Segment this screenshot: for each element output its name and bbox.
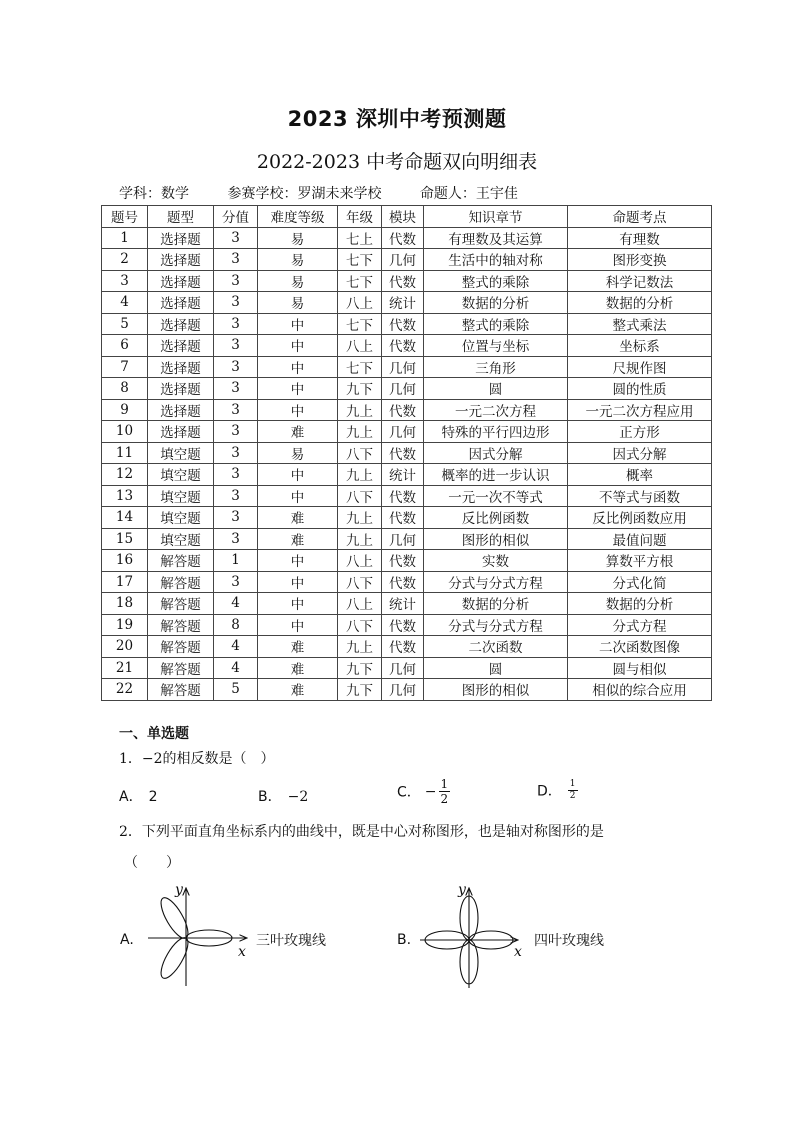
table-cell: 九上	[338, 507, 382, 529]
table-cell: 位置与坐标	[424, 335, 568, 357]
table-cell: 18	[102, 593, 148, 615]
table-cell: 整式的乘除	[424, 313, 568, 335]
info-line	[119, 183, 552, 203]
table-cell: 分式与分式方程	[424, 614, 568, 636]
table-row	[102, 313, 712, 335]
table-cell: 科学记数法	[568, 270, 712, 292]
option-b	[258, 786, 308, 806]
table-cell: 21	[102, 657, 148, 679]
table-row	[102, 679, 712, 701]
table-cell: 七下	[338, 270, 382, 292]
table-cell: 反比例函数应用	[568, 507, 712, 529]
table-cell: 解答题	[148, 657, 214, 679]
page-title: 2023 深圳中考预测题	[287, 107, 507, 131]
author-label: 命题人：王宇佳	[419, 186, 518, 202]
table-cell: 易	[258, 227, 338, 249]
option-a-figure-label: A.	[120, 932, 134, 948]
table-cell: 一元一次不等式	[424, 485, 568, 507]
table-cell: 选择题	[148, 227, 214, 249]
option-b-figure	[397, 882, 650, 999]
table-cell: 难	[258, 657, 338, 679]
table-cell: 6	[102, 335, 148, 357]
table-cell: 选择题	[148, 399, 214, 421]
table-cell: 九下	[338, 657, 382, 679]
table-cell: 统计	[382, 464, 424, 486]
table-cell: 有理数及其运算	[424, 227, 568, 249]
table-cell: 七下	[338, 249, 382, 271]
table-cell: 三角形	[424, 356, 568, 378]
table-cell: 几何	[382, 657, 424, 679]
table-cell: 难	[258, 507, 338, 529]
table-cell: 反比例函数	[424, 507, 568, 529]
table-cell: 难	[258, 528, 338, 550]
y-axis-label: y	[175, 882, 183, 898]
school-label: 参赛学校：罗湖未来学校	[227, 186, 382, 202]
table-cell: 3	[214, 442, 258, 464]
table-cell: 整式的乘除	[424, 270, 568, 292]
table-cell: 中	[258, 571, 338, 593]
column-header: 题号	[102, 206, 148, 228]
table-cell: 8	[214, 614, 258, 636]
table-cell: 图形变换	[568, 249, 712, 271]
table-cell: 解答题	[148, 593, 214, 615]
option-a-caption: 三叶玫瑰线	[256, 933, 326, 949]
table-row	[102, 571, 712, 593]
table-cell: 代数	[382, 614, 424, 636]
option-b-caption: 四叶玫瑰线	[534, 933, 604, 949]
table-cell: 几何	[382, 679, 424, 701]
table-cell: 有理数	[568, 227, 712, 249]
question-2-paren: （ ）	[124, 855, 180, 871]
question-2: 2．下列平面直角坐标系内的曲线中，既是中心对称图形，也是轴对称图形的是	[119, 824, 604, 840]
table-cell: 解答题	[148, 636, 214, 658]
table-cell: 算数平方根	[568, 550, 712, 572]
table-cell: 15	[102, 528, 148, 550]
table-cell: 圆与相似	[568, 657, 712, 679]
table-cell: 数据的分析	[568, 292, 712, 314]
table-cell: 七下	[338, 313, 382, 335]
option-c-numerator: 1	[440, 777, 449, 791]
table-cell: 难	[258, 636, 338, 658]
page-subtitle: 2022-2023 中考命题双向明细表	[256, 151, 538, 173]
option-d-label: D．	[537, 783, 562, 800]
table-row	[102, 657, 712, 679]
table-cell: 统计	[382, 292, 424, 314]
table-cell: 易	[258, 249, 338, 271]
table-cell: 二次函数图像	[568, 636, 712, 658]
table-cell: 中	[258, 313, 338, 335]
table-cell: 代数	[382, 636, 424, 658]
table-cell: 16	[102, 550, 148, 572]
table-cell: 代数	[382, 485, 424, 507]
table-cell: 几何	[382, 421, 424, 443]
table-cell: 4	[214, 636, 258, 658]
table-cell: 3	[214, 571, 258, 593]
table-header-row	[102, 206, 712, 228]
table-cell: 3	[214, 464, 258, 486]
table-cell: 中	[258, 485, 338, 507]
table-cell: 9	[102, 399, 148, 421]
table-cell: 选择题	[148, 421, 214, 443]
table-cell: 八下	[338, 614, 382, 636]
table-cell: 九上	[338, 636, 382, 658]
section-title: 一、单选题	[119, 726, 189, 742]
table-cell: 填空题	[148, 507, 214, 529]
table-cell: 中	[258, 399, 338, 421]
table-cell: 圆	[424, 657, 568, 679]
table-cell: 数据的分析	[424, 593, 568, 615]
table-cell: 13	[102, 485, 148, 507]
table-cell: 解答题	[148, 614, 214, 636]
table-cell: 3	[214, 335, 258, 357]
table-row	[102, 464, 712, 486]
column-header: 模块	[382, 206, 424, 228]
option-d-numerator: 1	[569, 779, 576, 789]
table-cell: 3	[214, 356, 258, 378]
table-cell: 选择题	[148, 249, 214, 271]
table-cell: 5	[102, 313, 148, 335]
table-cell: 1	[102, 227, 148, 249]
table-row	[102, 614, 712, 636]
table-row	[102, 593, 712, 615]
table-row	[102, 442, 712, 464]
table-cell: 分式与分式方程	[424, 571, 568, 593]
table-cell: 不等式与函数	[568, 485, 712, 507]
table-cell: 填空题	[148, 528, 214, 550]
table-cell: 5	[214, 679, 258, 701]
table-cell: 代数	[382, 335, 424, 357]
table-cell: 因式分解	[424, 442, 568, 464]
table-cell: 七下	[338, 356, 382, 378]
table-cell: 八下	[338, 442, 382, 464]
table-cell: 图形的相似	[424, 679, 568, 701]
table-cell: 3	[214, 507, 258, 529]
question-1: 1．−2的相反数是（ ）	[119, 751, 275, 767]
table-cell: 代数	[382, 270, 424, 292]
table-cell: 九上	[338, 421, 382, 443]
table-cell: 尺规作图	[568, 356, 712, 378]
table-row	[102, 550, 712, 572]
table-cell: 解答题	[148, 571, 214, 593]
table-cell: 3	[214, 399, 258, 421]
option-a-label: A．	[119, 789, 143, 805]
table-row	[102, 270, 712, 292]
table-cell: 17	[102, 571, 148, 593]
table-row	[102, 507, 712, 529]
table-cell: 2	[102, 249, 148, 271]
table-cell: 概率	[568, 464, 712, 486]
rose-petal	[156, 894, 193, 942]
column-header: 知识章节	[424, 206, 568, 228]
table-row	[102, 249, 712, 271]
table-cell: 生活中的轴对称	[424, 249, 568, 271]
table-cell: 代数	[382, 550, 424, 572]
table-cell: 11	[102, 442, 148, 464]
option-c-label: C．	[397, 784, 421, 801]
table-cell: 八上	[338, 593, 382, 615]
table-cell: 几何	[382, 528, 424, 550]
table-cell: 1	[214, 550, 258, 572]
table-cell: 坐标系	[568, 335, 712, 357]
table-row	[102, 335, 712, 357]
table-cell: 九上	[338, 464, 382, 486]
option-b-value: −2	[287, 789, 309, 805]
table-cell: 中	[258, 593, 338, 615]
table-cell: 分式化简	[568, 571, 712, 593]
table-cell: 因式分解	[568, 442, 712, 464]
table-cell: 最值问题	[568, 528, 712, 550]
option-d	[537, 780, 578, 801]
option-a	[119, 786, 158, 806]
option-c-denominator: 2	[440, 792, 449, 806]
table-row	[102, 399, 712, 421]
table-cell: 选择题	[148, 378, 214, 400]
table-cell: 九下	[338, 378, 382, 400]
table-cell: 3	[214, 249, 258, 271]
table-cell: 图形的相似	[424, 528, 568, 550]
table-cell: 代数	[382, 227, 424, 249]
subject-label: 学科：数学	[119, 186, 189, 202]
table-row	[102, 227, 712, 249]
table-cell: 填空题	[148, 464, 214, 486]
table-cell: 圆的性质	[568, 378, 712, 400]
table-cell: 实数	[424, 550, 568, 572]
table-cell: 易	[258, 292, 338, 314]
table-cell: 易	[258, 270, 338, 292]
table-cell: 19	[102, 614, 148, 636]
spec-table	[101, 205, 712, 701]
table-cell: 选择题	[148, 356, 214, 378]
table-cell: 解答题	[148, 550, 214, 572]
column-header: 分值	[214, 206, 258, 228]
table-cell: 14	[102, 507, 148, 529]
table-row	[102, 485, 712, 507]
table-row	[102, 636, 712, 658]
table-cell: 八上	[338, 335, 382, 357]
table-cell: 4	[214, 657, 258, 679]
table-cell: 几何	[382, 356, 424, 378]
table-cell: 八上	[338, 292, 382, 314]
table-row	[102, 421, 712, 443]
x-axis-label: x	[238, 944, 246, 960]
column-header: 年级	[338, 206, 382, 228]
four-leaf-rose-graph	[410, 884, 650, 994]
table-cell: 中	[258, 378, 338, 400]
table-cell: 3	[214, 227, 258, 249]
table-cell: 3	[102, 270, 148, 292]
table-cell: 4	[214, 593, 258, 615]
option-d-denominator: 2	[569, 791, 576, 801]
table-cell: 九下	[338, 679, 382, 701]
table-cell: 数据的分析	[424, 292, 568, 314]
option-b-figure-label: B.	[397, 932, 412, 948]
table-cell: 22	[102, 679, 148, 701]
table-cell: 中	[258, 356, 338, 378]
column-header: 命题考点	[568, 206, 712, 228]
table-cell: 10	[102, 421, 148, 443]
option-c-fraction	[439, 778, 451, 805]
table-cell: 选择题	[148, 335, 214, 357]
table-cell: 3	[214, 485, 258, 507]
option-c	[397, 778, 450, 805]
table-cell: 8	[102, 378, 148, 400]
table-cell: 选择题	[148, 313, 214, 335]
table-cell: 八下	[338, 571, 382, 593]
table-cell: 难	[258, 421, 338, 443]
table-cell: 代数	[382, 571, 424, 593]
table-cell: 分式方程	[568, 614, 712, 636]
table-cell: 中	[258, 464, 338, 486]
table-cell: 相似的综合应用	[568, 679, 712, 701]
option-a-value: 2	[148, 789, 158, 805]
option-a-figure	[120, 882, 380, 997]
table-cell: 12	[102, 464, 148, 486]
table-cell: 易	[258, 442, 338, 464]
table-cell: 选择题	[148, 292, 214, 314]
table-row	[102, 528, 712, 550]
table-cell: 3	[214, 421, 258, 443]
table-cell: 整式乘法	[568, 313, 712, 335]
y-axis-label: y	[458, 882, 466, 898]
table-row	[102, 292, 712, 314]
option-c-sign: −	[424, 783, 437, 800]
table-cell: 统计	[382, 593, 424, 615]
table-cell: 圆	[424, 378, 568, 400]
table-cell: 一元二次方程应用	[568, 399, 712, 421]
table-cell: 正方形	[568, 421, 712, 443]
table-cell: 3	[214, 313, 258, 335]
table-cell: 代数	[382, 313, 424, 335]
table-cell: 几何	[382, 249, 424, 271]
table-cell: 九上	[338, 528, 382, 550]
x-axis-label: x	[514, 944, 522, 960]
option-d-fraction	[568, 780, 578, 801]
table-cell: 几何	[382, 378, 424, 400]
table-cell: 3	[214, 378, 258, 400]
column-header: 题型	[148, 206, 214, 228]
table-cell: 7	[102, 356, 148, 378]
table-cell: 3	[214, 528, 258, 550]
table-cell: 3	[214, 292, 258, 314]
table-cell: 代数	[382, 442, 424, 464]
table-cell: 九上	[338, 399, 382, 421]
table-cell: 数据的分析	[568, 593, 712, 615]
table-cell: 八下	[338, 485, 382, 507]
table-cell: 特殊的平行四边形	[424, 421, 568, 443]
table-cell: 代数	[382, 507, 424, 529]
table-cell: 中	[258, 614, 338, 636]
table-row	[102, 378, 712, 400]
table-cell: 选择题	[148, 270, 214, 292]
column-header: 难度等级	[258, 206, 338, 228]
option-b-label: B．	[258, 789, 282, 805]
table-cell: 4	[102, 292, 148, 314]
table-cell: 中	[258, 335, 338, 357]
table-cell: 中	[258, 550, 338, 572]
table-cell: 难	[258, 679, 338, 701]
table-cell: 20	[102, 636, 148, 658]
table-cell: 代数	[382, 399, 424, 421]
table-cell: 概率的进一步认识	[424, 464, 568, 486]
table-cell: 一元二次方程	[424, 399, 568, 421]
table-cell: 3	[214, 270, 258, 292]
table-cell: 解答题	[148, 679, 214, 701]
table-cell: 二次函数	[424, 636, 568, 658]
table-cell: 七上	[338, 227, 382, 249]
table-cell: 填空题	[148, 442, 214, 464]
table-cell: 填空题	[148, 485, 214, 507]
rose-petal	[156, 934, 193, 982]
table-cell: 八上	[338, 550, 382, 572]
table-row	[102, 356, 712, 378]
